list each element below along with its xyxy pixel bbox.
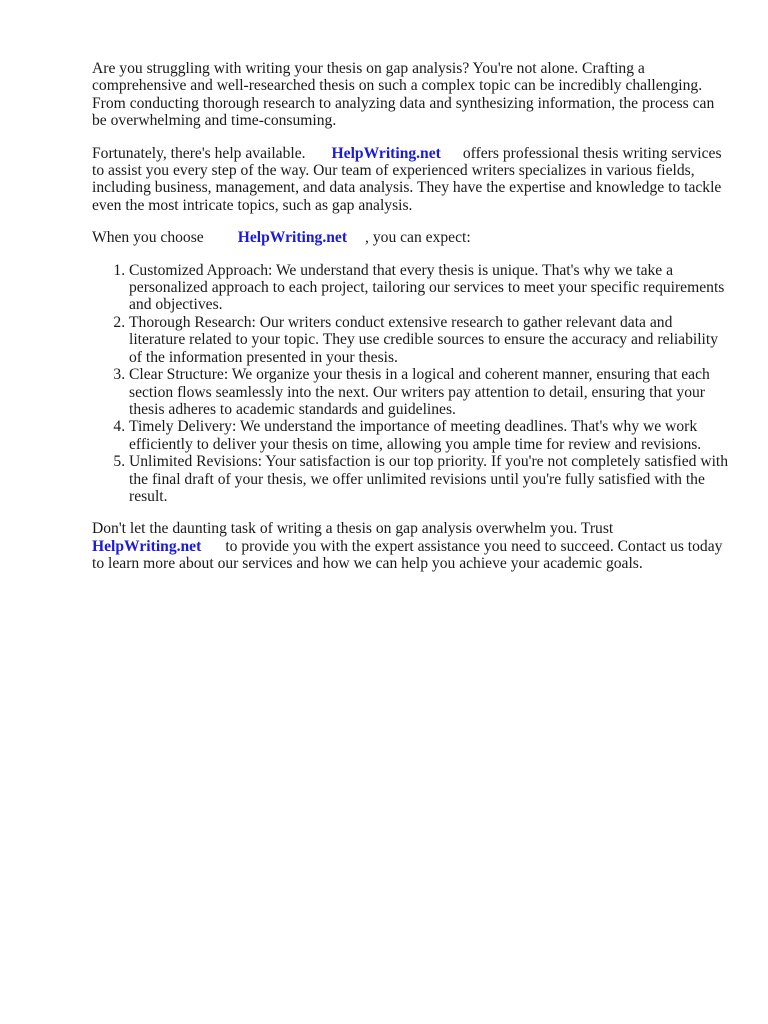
closing-text-before: Don't let the daunting task of writing a thesis on gap analysis overwhelm you. Trust bbox=[92, 520, 614, 538]
help-paragraph bbox=[92, 145, 732, 215]
choose-text-before: When you choose bbox=[92, 229, 204, 247]
helpwriting-link-2[interactable]: HelpWriting.net bbox=[237, 229, 348, 247]
list-item: 1. Customized Approach: We understand that every thesis is unique. That's why we take a personalized approach to each project, tailoring our services to meet your specific requirements and objectives. bbox=[129, 262, 732, 314]
help-text-before: Fortunately, there's help available. bbox=[92, 144, 306, 162]
list-item: 2. Thorough Research: Our writers conduct extensive research to gather relevant data and literature related to your topic. They use credible sources to ensure the accuracy and reliability of the information presented in your thesis. bbox=[129, 314, 732, 366]
closing-paragraph bbox=[92, 520, 732, 572]
list-item: 3. Clear Structure: We organize your thesis in a logical and coherent manner, ensuring that each section flows seamlessly into the next. Our writers pay attention to detail, ensuring that your thesis adheres to academic standards and guidelines. bbox=[129, 366, 732, 418]
intro-text: Are you struggling with writing your thesis on gap analysis? You're not alone. Crafting a comprehensive and well-researched thesis on such a complex topic can be incredibly challenging. From conducting thorough research to analyzing data and synthesizing information, the process can be overwhelming and time-consuming. bbox=[92, 60, 715, 130]
list-item: 4. Timely Delivery: We understand the importance of meeting deadlines. That's why we work efficiently to deliver your thesis on time, allowing you ample time for review and revisions. bbox=[129, 418, 732, 453]
intro-paragraph bbox=[92, 60, 732, 130]
choose-text-after: , you can expect: bbox=[365, 229, 471, 247]
closing-text-after: to provide you with the expert assistance you need to succeed. Contact us today to learn more about our services and how we can help you achieve your academic goals. bbox=[92, 537, 723, 573]
helpwriting-link-1[interactable]: HelpWriting.net bbox=[331, 144, 441, 162]
help-text-after: offers professional thesis writing services to assist you every step of the way. Our team of experienced writers specializes in various fields, including business, management, and data analysis. They have the expertise and knowledge to tackle even the most intricate topics, such as gap analysis. bbox=[92, 144, 722, 214]
helpwriting-link-3[interactable]: HelpWriting.net bbox=[92, 537, 202, 555]
document-page bbox=[92, 60, 732, 588]
list-item: 5. Unlimited Revisions: Your satisfaction is our top priority. If you're not completely satisfied with the final draft of your thesis, we offer unlimited revisions until you're fully satisfied with the result. bbox=[129, 453, 732, 505]
benefits-list bbox=[92, 262, 732, 506]
choose-paragraph bbox=[92, 229, 732, 246]
